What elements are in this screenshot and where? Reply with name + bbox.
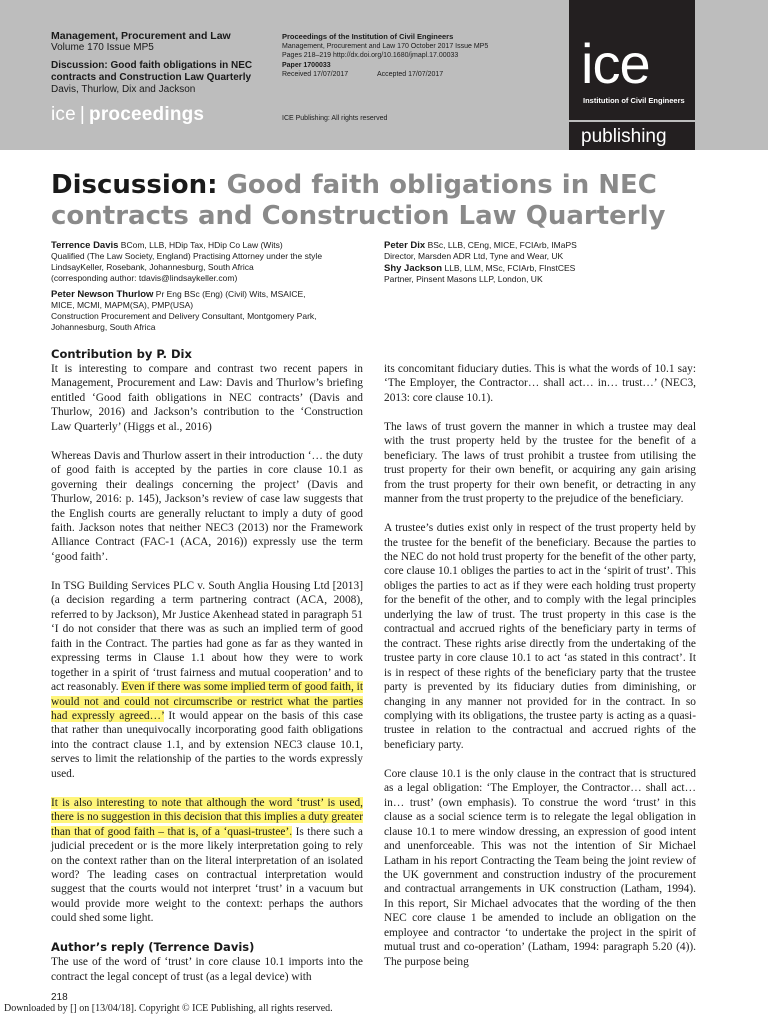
ice-proceedings-brand: ice | proceedings (51, 104, 205, 125)
paper-number: Paper 1700033 (282, 61, 331, 69)
paragraph: It is also interesting to note that although the word ‘trust’ is used, there is no suggestion in this decision that this implies a duty greater than that of good faith – that is, of a ‘quasi-trustee’. Is there such a judicial precedent or is the more likely interpretation going to rely on the context rather than on the literal interpretation of an isolated word? The leading cases on contractual interpretation would suggest that the courts would not interpret ‘trust’ in a vacuum but would provide more weight to the context: perhaps the authors could shed some light. (51, 796, 363, 925)
ice-publishing-logo (569, 0, 695, 150)
doi-line: Pages 218–219 http://dx.doi.org/10.1680/jmapl.17.00033 (282, 52, 459, 59)
paragraph: It is interesting to compare and contrast two recent papers in Management, Procurement and Law: Davis and Thurlow’s briefing entitled ‘Good faith obligations in NEC contracts’ (Davis and Thurlow, 2016) and Jackson’s contribution to the ‘Construction Law Quarterly’ (Higgs et al., 2016) (51, 363, 363, 433)
header-band (0, 0, 768, 150)
volume-info: Volume 170 Issue MP5 (51, 42, 154, 53)
article-title (51, 170, 701, 232)
left-column (51, 347, 363, 999)
author-block (51, 240, 371, 284)
author-line: Partner, Pinsent Masons LLP, London, UK (384, 274, 543, 284)
author-quals: LLB, LLM, MSc, FCIArb, FInstCES (444, 263, 576, 273)
download-footer: Downloaded by [] on [13/04/18]. Copyright © ICE Publishing, all rights reserved. (4, 1003, 333, 1014)
logo-ice-text: ice (581, 32, 650, 95)
author-line: Johannesburg, South Africa (51, 322, 156, 332)
page-number: 218 (51, 992, 68, 1003)
issue-line: Management, Procurement and Law 170 October 2017 Issue MP5 (282, 42, 489, 50)
accepted-date: Accepted 17/07/2017 (377, 71, 444, 78)
authors-left (51, 240, 371, 338)
dates (282, 70, 552, 80)
author-name: Peter Newson Thurlow (51, 289, 154, 300)
paragraph: In TSG Building Services PLC v. South Anglia Housing Ltd [2013] (a decision regarding a term partnering contract (ACA, 2008), referred to by Jackson), Mr Justice Akenhead stated in paragraph 51 ‘I do not consider that there was as such an implied term of good faith in the Contract. The parties had gone as far as they wanted in expressing terms in Clause 1.1 about how they were to work together in a spirit of ‘trust fairness and mutual cooperation’ and to act reasonably. Even if there was some implied term of good faith, it would not and could not circumscribe or restrict what the parties had expressly agreed…’ It would appear on the basis of this case that rather than unequivocally incorporating good faith obligations into the contract clause 1.1, and by extension NEC3 clause 10.1, serves to limit the relationship of the parties to the words expressly used. (51, 579, 364, 780)
author-line: Construction Procurement and Delivery Consultant, Montgomery Park, (51, 311, 317, 321)
logo-institution: Institution of Civil Engineers (583, 96, 685, 105)
author-line: Director, Marsden ADR Ltd, Tyne and Wear, UK (384, 251, 564, 261)
journal-name: Management, Procurement and Law (51, 30, 231, 42)
section-heading: Contribution by P. Dix (51, 347, 192, 361)
author-name: Shy Jackson (384, 263, 443, 274)
author-name: Peter Dix (384, 240, 426, 251)
paragraph: Core clause 10.1 is the only clause in the contract that is structured as a legal obligation: ‘The Employer, the Contractor… shall act… in… trust’ (own emphasis). To construe the word ‘trust’ in this clause as a social science term is to relegate the legal obligation in clause 10.1 to mere window dressing, an expression of good intent and unenforceable. This was not the intention of Sir Michael Latham in his report Contracting the Team being the joint review of the UK government and construction industry of the procurement and contractual arrangements in UK construction (Latham, 1994). In this report, Sir Michael advocates that the wording of the then NEC core clause 1 be amended to include an obligation on the employee and contractor ‘to undertake the project in the spirit of mutual trust and co-operation’ (Latham, 1994: paragraph 5.20 (4)). The purpose being (384, 767, 696, 968)
logo-publishing: publishing (581, 126, 667, 147)
author-line: MICE, MCMI, MAPM(SA), PMP(USA) (51, 300, 194, 310)
paragraph: The laws of trust govern the manner in which a trustee may deal with the trust property held by the trustee for the benefit of a beneficiary. The laws of trust prohibit a trustee from utilising the trust property for their own benefit, or acquiring any gain arising from the trust property for their own benefit, or detracting in any manner from the trust property to the prejudice of the beneficiary. (384, 420, 696, 506)
received-date: Received 17/07/2017 (282, 71, 349, 78)
paragraph: A trustee’s duties exist only in respect of the trust property held by the trustee for the benefit of the beneficiary. Because the parties to the NEC do not hold trust property for the benefit of the other party, core clause 10.1 obliges the parties to act in the ‘spirit of trust’. This obliges the parties to act as if they were each holding trust property for the benefit of the other, and to comply with the legal principles underlying the law of trust. The trust property in this case is the contractual and accrued rights of the beneficiary party in terms of the contract. These rights arise directly from the undertaking of the trustee party in core clause 10.1 to act ‘as stated in this contract’. It is in respect of these rights of the beneficiary party that the trustee party is prevented by its fiduciary duties from diminishing, or changing in any manner not provided for in the contract. In so complying with its obligations, the trustee party is acting as a quasi-trustee in relation to the contractual and accrued rights of the beneficiary party. (384, 522, 696, 751)
authors-right (384, 240, 704, 285)
discussion-title-short: Discussion: Good faith obligations in NEC contracts and Construction Law Quarterly (51, 60, 253, 83)
journal-info (51, 30, 276, 96)
author-quals: Pr Eng BSc (Eng) (Civil) Wits, MSAICE, (155, 289, 306, 299)
author-line: (corresponding author: tdavis@lindsaykeller.com) (51, 273, 238, 283)
author-block (384, 240, 704, 262)
author-block (384, 263, 704, 285)
title-label: Discussion: (51, 170, 218, 200)
section-heading: Author’s reply (Terrence Davis) (51, 940, 255, 955)
title-text: Good faith obligations in NEC contracts and Construction Law Quarterly (51, 170, 666, 231)
logo-publishing-bar (569, 120, 695, 152)
author-line: LindsayKeller, Rosebank, Johannesburg, South Africa (51, 262, 254, 272)
paragraph: its concomitant fiduciary duties. This is what the words of 10.1 say: ‘The Employer, the Contractor… shall act… in… trust…’ (NEC3, 2013: core clause 10.1). (384, 363, 696, 404)
author-block (51, 289, 371, 333)
author-quals: BSc, LLB, CEng, MICE, FCIArb, IMaPS (427, 240, 577, 250)
author-line: Qualified (The Law Society, England) Practising Attorney under the style (51, 251, 323, 261)
paragraph: The use of the word of ‘trust’ in core clause 10.1 imports into the contract the legal concept of trust (as a legal device) with (51, 956, 363, 983)
author-name: Terrence Davis (51, 240, 119, 251)
publication-details (282, 32, 552, 123)
right-column (384, 362, 696, 984)
highlighted-text: It is also interesting to note that although the word ‘trust’ is used, there is no suggestion in this decision that this implies a duty greater than that of good faith – that is, of a ‘quasi-trustee’. (51, 796, 363, 838)
author-quals: BCom, LLB, HDip Tax, HDip Co Law (Wits) (120, 240, 283, 250)
paragraph: Whereas Davis and Thurlow assert in their introduction ‘… the duty of good faith is accepted by the parties in core clause 10.1 as governing their dealings concerning the project’ (Davis and Thurlow, 2016: p. 145), Jackson’s review of case law suggests that the English courts are generally reluctant to imply a duty of good faith. Jackson notes that neither NEC3 (2013) nor the Framework Alliance Contract (FAC-1 (ACA, 2016)) expressly use the term ‘good faith’. (51, 449, 363, 563)
rights-notice: ICE Publishing: All rights reserved (282, 114, 388, 122)
highlighted-text: Even if there was some implied term of good faith, it would not and could not circumscribe or restrict what the parties had expressly agreed…’ (51, 681, 364, 722)
proceedings-title: Proceedings of the Institution of Civil Engineers (282, 32, 454, 41)
author-list: Davis, Thurlow, Dix and Jackson (51, 84, 196, 95)
